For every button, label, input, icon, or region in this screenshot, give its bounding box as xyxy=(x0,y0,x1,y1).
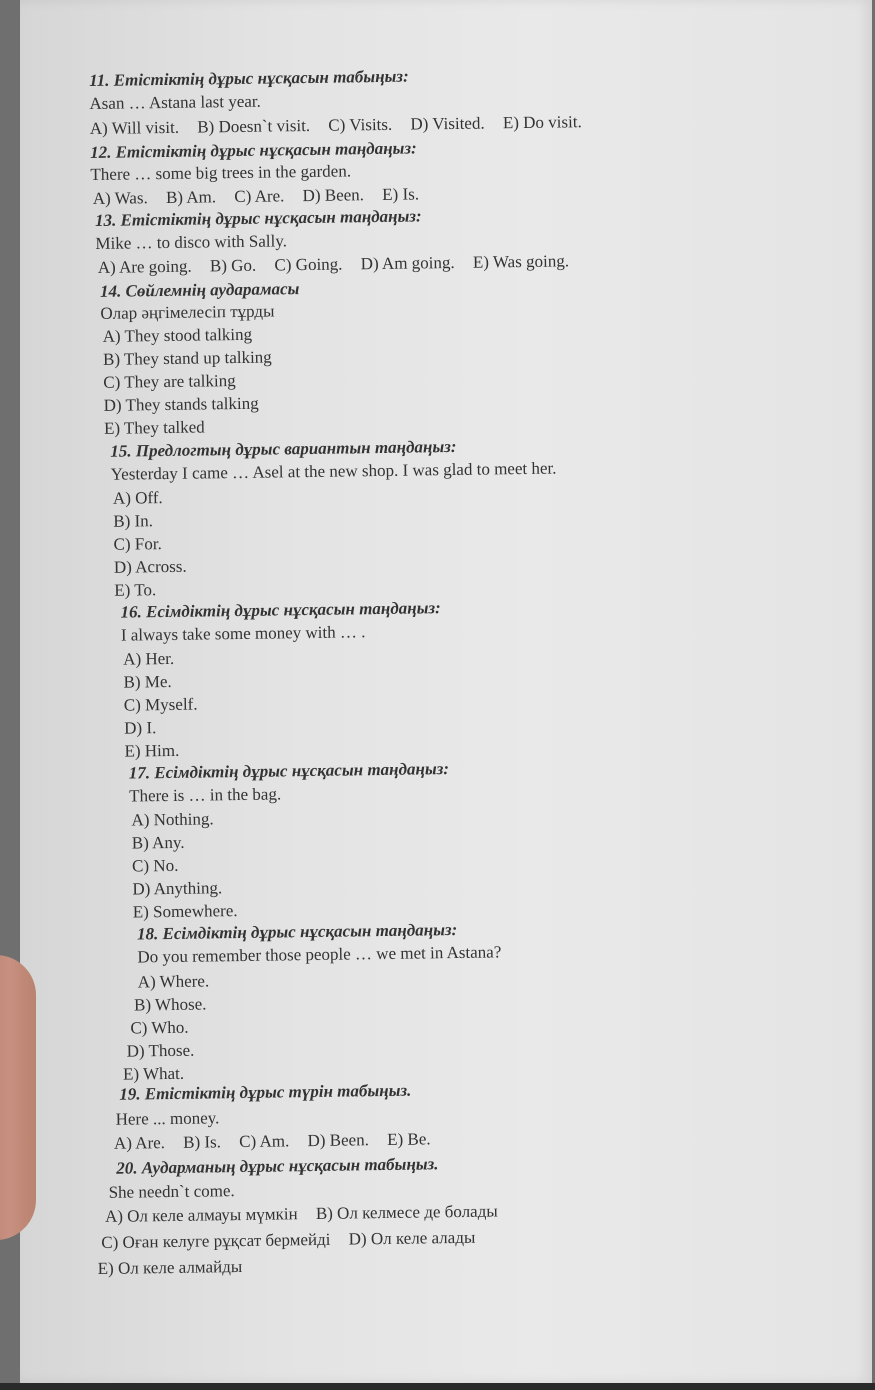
question-20-options-row-1 xyxy=(105,1201,512,1227)
q11-option-b: B) Doesn`t visit. xyxy=(197,115,311,137)
table-surface xyxy=(0,1383,875,1390)
q12-option-b: B) Am. xyxy=(165,187,217,207)
question-17-heading: 17. Есімдіктің дұрыс нұсқасын таңдаңыз: xyxy=(128,759,450,783)
q15-option-b: B) In. xyxy=(113,511,154,531)
question-20-sentence: She needn`t come. xyxy=(108,1181,235,1202)
q11-option-e: E) Do visit. xyxy=(502,112,582,133)
q11-option-d: D) Visited. xyxy=(410,113,485,134)
q13-option-b: B) Go. xyxy=(209,255,257,276)
q19-option-c: C) Am. xyxy=(239,1131,290,1152)
q14-option-a: A) They stood talking xyxy=(102,324,253,346)
question-19-heading: 19. Етістіктің дұрыс түрін табыңыз. xyxy=(119,1080,412,1104)
question-18-heading: 18. Есімдіктің дұрыс нұсқасын таңдаңыз: xyxy=(136,919,458,944)
q12-option-d: D) Been. xyxy=(302,185,365,206)
question-14-heading: 14. Сөйлемнің аударамасы xyxy=(99,279,300,301)
q12-option-e: E) Is. xyxy=(382,184,420,204)
question-19-options xyxy=(114,1129,445,1154)
q16-option-c: C) Myself. xyxy=(123,694,198,715)
q16-option-a: A) Her. xyxy=(123,648,175,669)
question-20-heading: 20. Аударманың дұрыс нұсқасын табыңыз. xyxy=(116,1154,439,1178)
question-12-heading: 12. Етістіктің дұрыс нұсқасын таңдаңыз: xyxy=(90,138,417,163)
q17-option-b: B) Any. xyxy=(131,832,185,853)
q18-option-b: B) Whose. xyxy=(133,994,207,1015)
q19-option-b: B) Is. xyxy=(183,1132,222,1152)
question-16-sentence: I always take some money with … . xyxy=(120,622,366,645)
q16-option-e: E) Him. xyxy=(124,740,180,761)
question-15-heading: 15. Предлогтың дұрыс вариантын таңдаңыз: xyxy=(110,436,457,461)
question-16-heading: 16. Есімдіктің дұрыс нұсқасын таңдаңыз: xyxy=(120,598,441,622)
question-13-heading: 13. Етістіктің дұрыс нұсқасын таңдаңыз: xyxy=(94,206,422,230)
q18-option-a: A) Where. xyxy=(137,971,210,992)
question-20-options-row-2 xyxy=(101,1228,489,1253)
question-19-sentence: Here ... money. xyxy=(115,1108,220,1129)
q20-option-a: A) Ол келе алмауы мүмкін xyxy=(104,1204,298,1226)
q17-option-a: A) Nothing. xyxy=(131,809,214,830)
question-12-options xyxy=(93,184,434,209)
question-13-options xyxy=(98,251,584,278)
q20-option-e: E) Ол келе алмайды xyxy=(97,1257,243,1279)
q14-option-c: C) They are talking xyxy=(103,371,236,392)
question-11-heading: 11. Етістіктің дұрыс нұсқасын табыңыз: xyxy=(88,66,409,91)
q14-option-d: D) They stands talking xyxy=(103,393,259,415)
question-17-sentence: There is … in the bag. xyxy=(128,784,282,806)
question-12-sentence: There … some big trees in the garden. xyxy=(90,161,352,185)
q17-option-d: D) Anything. xyxy=(132,878,223,899)
q15-option-c: C) For. xyxy=(113,534,162,554)
q16-option-b: B) Me. xyxy=(123,671,172,692)
q14-option-b: B) They stand up talking xyxy=(102,347,272,369)
q16-option-d: D) I. xyxy=(124,718,157,738)
q11-option-a: A) Will visit. xyxy=(89,117,180,139)
q13-option-e: E) Was going. xyxy=(472,251,570,272)
q15-option-d: D) Across. xyxy=(113,556,187,577)
q19-option-a: A) Are. xyxy=(113,1133,166,1153)
q19-option-d: D) Been. xyxy=(307,1130,370,1151)
test-content xyxy=(20,0,875,1383)
q18-option-e: E) What. xyxy=(122,1063,185,1084)
q12-option-c: C) Are. xyxy=(234,186,285,207)
q14-option-e: E) They talked xyxy=(103,417,205,438)
q13-option-c: C) Going. xyxy=(274,254,343,275)
paper-sheet xyxy=(20,0,872,1383)
q18-option-c: C) Who. xyxy=(130,1017,189,1038)
q20-option-d: D) Ол келе алады xyxy=(348,1227,476,1249)
question-15-sentence: Yesterday I came … Asel at the new shop. I was glad to meet her. xyxy=(110,458,557,484)
q15-option-e: E) To. xyxy=(114,580,157,600)
q19-option-e: E) Be. xyxy=(387,1129,431,1149)
q20-option-c: C) Оған келуге рұқсат бермейді xyxy=(101,1229,331,1252)
q13-option-a: A) Are going. xyxy=(97,256,192,277)
q17-option-c: C) No. xyxy=(131,855,179,876)
question-18-sentence: Do you remember those people … we met in Astana? xyxy=(137,942,502,967)
q13-option-d: D) Am going. xyxy=(360,252,455,274)
question-11-options xyxy=(90,112,596,139)
question-13-sentence: Mike … to disco with Sally. xyxy=(95,231,288,253)
q15-option-a: A) Off. xyxy=(112,488,163,508)
question-11-sentence: Asan … Astana last year. xyxy=(89,91,261,114)
question-14-sentence: Олар әңгімелесіп тұрды xyxy=(100,301,275,323)
q20-option-b: B) Ол келмесе де болады xyxy=(315,1201,498,1223)
q11-option-c: C) Visits. xyxy=(328,114,393,135)
q12-option-a: A) Was. xyxy=(92,188,148,209)
q17-option-e: E) Somewhere. xyxy=(132,901,238,922)
q18-option-d: D) Those. xyxy=(126,1040,195,1061)
thumb xyxy=(0,955,36,1240)
